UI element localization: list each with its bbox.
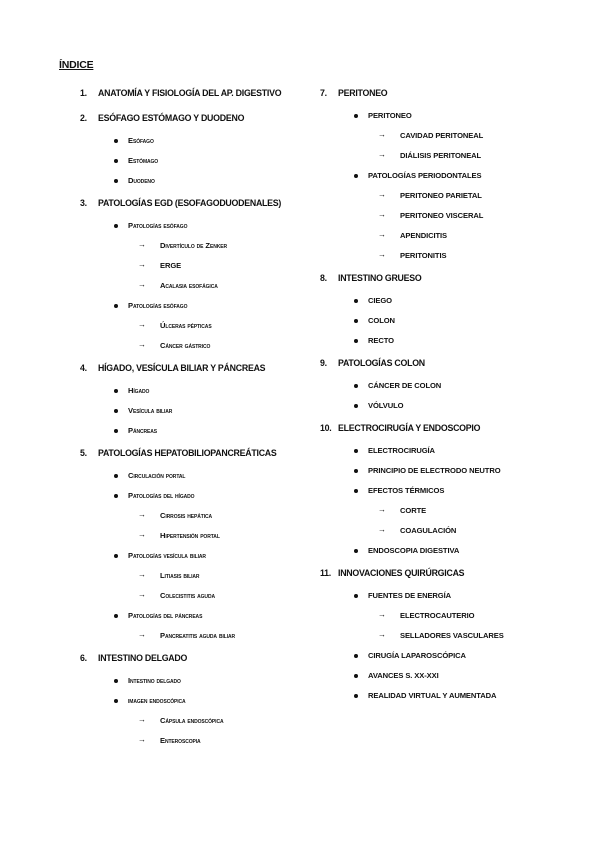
- item-label: ELECTROCAUTERIO: [400, 611, 475, 620]
- subsection-label: Patologías vesícula biliar: [128, 551, 206, 560]
- arrow-right-icon: →: [378, 130, 386, 139]
- subsection-label: PATOLOGÍAS PERIODONTALES: [368, 171, 482, 180]
- arrow-right-icon: →: [138, 320, 146, 329]
- subsection-label: Esófago: [128, 136, 154, 145]
- item-label: Enteroscopia: [160, 736, 201, 745]
- bullet-icon: [114, 429, 118, 433]
- arrow-right-icon: →: [138, 260, 146, 269]
- section-number: 9.: [320, 358, 327, 368]
- subsection-label: PERITONEO: [368, 111, 412, 120]
- item-label: Cirrosis hepática: [160, 511, 213, 520]
- item-label: Acalasia esofágica: [160, 281, 218, 290]
- arrow-right-icon: →: [138, 240, 146, 249]
- subsection-label: AVANCES S. XX-XXI: [368, 671, 439, 680]
- subsection-label: CIEGO: [368, 296, 392, 305]
- bullet-icon: [354, 174, 358, 178]
- subsection-label: VÓLVULO: [368, 401, 404, 410]
- bullet-icon: [354, 114, 358, 118]
- arrow-right-icon: →: [138, 340, 146, 349]
- bullet-icon: [354, 694, 358, 698]
- subsection-label: ELECTROCIRUGÍA: [368, 446, 435, 455]
- bullet-icon: [354, 469, 358, 473]
- subsection-label: COLON: [368, 316, 395, 325]
- arrow-right-icon: →: [138, 735, 146, 744]
- section-title: PERITONEO: [338, 88, 388, 98]
- item-label: APENDICITIS: [400, 231, 447, 240]
- section-title: INTESTINO DELGADO: [98, 653, 188, 663]
- arrow-right-icon: →: [138, 590, 146, 599]
- subsection-label: Páncreas: [128, 426, 157, 435]
- bullet-icon: [114, 224, 118, 228]
- item-label: Colecistitis aguda: [160, 591, 215, 600]
- subsection-label: Estómago: [128, 156, 159, 165]
- arrow-right-icon: →: [378, 610, 386, 619]
- section-number: 5.: [80, 448, 87, 458]
- arrow-right-icon: →: [378, 150, 386, 159]
- subsection-label: ENDOSCOPIA DIGESTIVA: [368, 546, 460, 555]
- bullet-icon: [354, 449, 358, 453]
- subsection-label: Patologías esófago: [128, 221, 188, 230]
- section-title: PATOLOGÍAS EGD (ESOFAGODUODENALES): [98, 198, 282, 208]
- section-number: 7.: [320, 88, 327, 98]
- arrow-right-icon: →: [378, 505, 386, 514]
- arrow-right-icon: →: [138, 715, 146, 724]
- section-title: INNOVACIONES QUIRÚRGICAS: [338, 568, 465, 578]
- section-title: PATOLOGÍAS HEPATOBILIOPANCREÁTICAS: [98, 448, 277, 458]
- subsection-label: RECTO: [368, 336, 394, 345]
- item-label: CAVIDAD PERITONEAL: [400, 131, 484, 140]
- item-label: Úlceras pépticas: [160, 321, 212, 330]
- arrow-right-icon: →: [138, 510, 146, 519]
- section-number: 1.: [80, 88, 87, 98]
- section-title: ELECTROCIRUGÍA Y ENDOSCOPIO: [338, 423, 481, 433]
- arrow-right-icon: →: [138, 630, 146, 639]
- bullet-icon: [114, 179, 118, 183]
- item-label: Divertículo de Zenker: [160, 241, 227, 250]
- subsection-label: Patologías del páncreas: [128, 611, 203, 620]
- subsection-label: imagen endoscópica: [128, 696, 186, 705]
- bullet-icon: [354, 384, 358, 388]
- bullet-icon: [354, 404, 358, 408]
- item-label: PERITONITIS: [400, 251, 447, 260]
- item-label: SELLADORES VASCULARES: [400, 631, 504, 640]
- subsection-label: Duodeno: [128, 176, 155, 185]
- arrow-right-icon: →: [378, 250, 386, 259]
- subsection-label: Vesícula biliar: [128, 406, 173, 415]
- arrow-right-icon: →: [138, 530, 146, 539]
- item-label: Pancreatitis aguda biliar: [160, 631, 236, 640]
- subsection-label: Patologías del hígado: [128, 491, 195, 500]
- subsection-label: Intestino delgado: [128, 676, 181, 685]
- index-title: ÍNDICE: [59, 59, 94, 71]
- item-label: DIÁLISIS PERITONEAL: [400, 151, 482, 160]
- bullet-icon: [114, 474, 118, 478]
- arrow-right-icon: →: [138, 280, 146, 289]
- section-number: 11.: [320, 568, 331, 578]
- bullet-icon: [114, 554, 118, 558]
- subsection-label: EFECTOS TÉRMICOS: [368, 486, 445, 495]
- bullet-icon: [354, 674, 358, 678]
- bullet-icon: [114, 159, 118, 163]
- item-label: PERITONEO PARIETAL: [400, 191, 482, 200]
- item-label: Cáncer gástrico: [160, 341, 211, 350]
- item-label: Litiasis biliar: [160, 571, 200, 580]
- section-title: ANATOMÍA Y FISIOLOGÍA DEL AP. DIGESTIVO: [98, 88, 282, 98]
- bullet-icon: [354, 339, 358, 343]
- arrow-right-icon: →: [378, 210, 386, 219]
- section-number: 6.: [80, 653, 87, 663]
- bullet-icon: [114, 699, 118, 703]
- bullet-icon: [354, 319, 358, 323]
- section-title: HÍGADO, VESÍCULA BILIAR Y PÁNCREAS: [98, 363, 266, 373]
- item-label: Cápsula endoscópica: [160, 716, 224, 725]
- arrow-right-icon: →: [138, 570, 146, 579]
- subsection-label: CÁNCER DE COLON: [368, 381, 442, 390]
- item-label: COAGULACIÓN: [400, 526, 457, 535]
- subsection-label: CIRUGÍA LAPAROSCÓPICA: [368, 651, 466, 660]
- arrow-right-icon: →: [378, 525, 386, 534]
- item-label: CORTE: [400, 506, 427, 515]
- bullet-icon: [114, 614, 118, 618]
- subsection-label: Circulación portal: [128, 471, 186, 480]
- bullet-icon: [114, 679, 118, 683]
- item-label: ERGE: [160, 261, 182, 270]
- section-number: 2.: [80, 113, 87, 123]
- subsection-label: Patologías esófago: [128, 301, 188, 310]
- bullet-icon: [114, 494, 118, 498]
- bullet-icon: [114, 409, 118, 413]
- arrow-right-icon: →: [378, 190, 386, 199]
- bullet-icon: [354, 549, 358, 553]
- subsection-label: FUENTES DE ENERGÍA: [368, 591, 452, 600]
- section-number: 4.: [80, 363, 87, 373]
- bullet-icon: [114, 304, 118, 308]
- subsection-label: REALIDAD VIRTUAL Y AUMENTADA: [368, 691, 497, 700]
- bullet-icon: [114, 139, 118, 143]
- bullet-icon: [354, 489, 358, 493]
- bullet-icon: [354, 299, 358, 303]
- section-number: 3.: [80, 198, 87, 208]
- section-number: 8.: [320, 273, 327, 283]
- arrow-right-icon: →: [378, 230, 386, 239]
- section-title: INTESTINO GRUESO: [338, 273, 422, 283]
- section-number: 10.: [320, 423, 332, 433]
- section-title: PATOLOGÍAS COLON: [338, 358, 425, 368]
- bullet-icon: [114, 389, 118, 393]
- subsection-label: Hígado: [128, 386, 150, 395]
- bullet-icon: [354, 654, 358, 658]
- bullet-icon: [354, 594, 358, 598]
- item-label: Hipertensión portal: [160, 531, 220, 540]
- section-title: ESÓFAGO ESTÓMAGO Y DUODENO: [98, 113, 245, 123]
- arrow-right-icon: →: [378, 630, 386, 639]
- subsection-label: PRINCIPIO DE ELECTRODO NEUTRO: [368, 466, 501, 475]
- item-label: PERITONEO VISCERAL: [400, 211, 484, 220]
